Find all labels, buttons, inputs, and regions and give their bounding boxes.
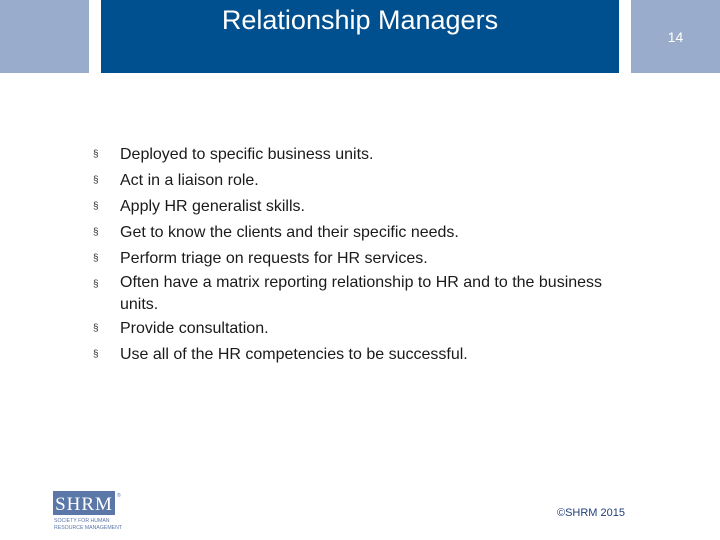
bullet-text: Provide consultation. <box>120 320 269 337</box>
bullet-marker-icon <box>93 246 99 272</box>
bullet-marker-icon <box>93 342 99 368</box>
bullet-marker-icon <box>93 168 99 194</box>
bullet-text: Use all of the HR competencies to be successful. <box>120 346 468 363</box>
bullet-item <box>93 342 613 368</box>
copyright-notice: ©SHRM 2015 <box>556 507 625 519</box>
bullet-marker-icon <box>93 316 99 342</box>
bullet-text: Act in a liaison role. <box>120 172 259 189</box>
slide-title: Relationship Managers <box>221 5 499 35</box>
logo-registered-mark: ® <box>117 493 121 499</box>
bullet-text: Get to know the clients and their specific needs. <box>120 224 459 241</box>
bullet-text: Apply HR generalist skills. <box>120 198 305 215</box>
bullet-marker-icon <box>93 142 99 168</box>
page-number: 14 <box>667 29 684 45</box>
logo-tagline-line1: SOCIETY FOR HUMAN <box>54 518 110 524</box>
bullet-item <box>93 220 613 246</box>
logo-tagline-line2: RESOURCE MANAGEMENT <box>54 525 123 531</box>
bullet-item <box>93 194 613 220</box>
bullet-item <box>93 246 613 272</box>
shrm-logo <box>53 491 123 531</box>
left-header-block <box>0 0 89 73</box>
bullet-text: Deployed to specific business units. <box>120 146 374 163</box>
logo-wordmark: SHRM <box>55 494 113 515</box>
bullet-list <box>93 142 613 368</box>
bullet-text: Perform triage on requests for HR services. <box>120 250 428 267</box>
bullet-item <box>93 168 613 194</box>
bullet-text: Often have a matrix reporting relationship to HR and to the business units. <box>120 274 603 313</box>
bullet-item <box>93 142 613 168</box>
bullet-marker-icon <box>93 194 99 220</box>
bullet-item <box>93 272 613 316</box>
bullet-marker-icon <box>93 220 99 246</box>
bullet-marker-icon <box>93 272 99 298</box>
bullet-item <box>93 316 613 342</box>
